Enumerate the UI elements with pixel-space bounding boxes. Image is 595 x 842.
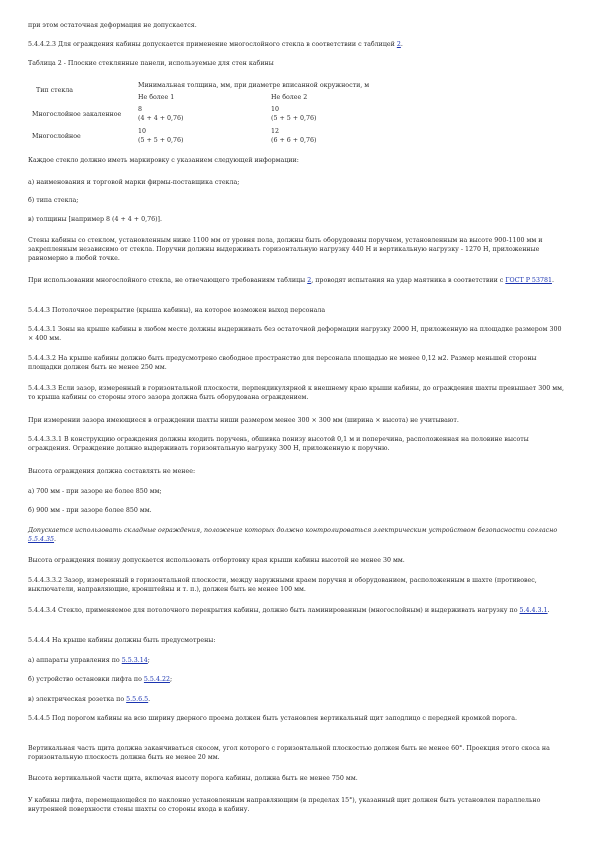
- table-header-glass-type: Тип стекла: [36, 87, 74, 94]
- table-cell-type: Многослойное: [32, 133, 81, 140]
- paragraph-text: При использовании многослойного стекла, не отвечающего требованиям таблицы: [28, 277, 308, 284]
- section-link[interactable]: 5.5.3.14: [121, 657, 148, 664]
- table-2-link[interactable]: 2: [307, 277, 312, 284]
- list-item: а) наименования и торговой марки фирмы-поставщика стекла;: [28, 179, 240, 186]
- list-item: а) 700 мм - при зазоре не более 850 мм;: [28, 488, 162, 495]
- table-cell-value: 10: [138, 128, 147, 135]
- paragraph-text: 5.4.4.2.3 Для ограждения кабины допускается применение многослойного стекла в соответствии с таблицей: [28, 41, 397, 48]
- table-2-link[interactable]: 2: [396, 41, 401, 48]
- table-cell-value: (5 + 5 + 0,76): [138, 137, 184, 144]
- paragraph-text: б) устройство остановки лифта по: [28, 676, 144, 683]
- paragraph: 5.4.4.3.3.2 Зазор, измеренный в горизонтальной плоскости, между наружными краем поручня и оборудованием, расположенным в шахте (противовес, выключатели, направляющие, кронштейны и т. п.), должен быть не менее 100 мм.: [28, 577, 537, 593]
- paragraph: Высота вертикальной части щита, включая высоту порога кабины, должна быть не менее 750 мм.: [28, 775, 358, 782]
- table-cell-value: 8: [138, 106, 143, 113]
- paragraph-text: ;: [147, 657, 150, 664]
- paragraph: Стены кабины со стеклом, установленным ниже 1100 мм от уровня пола, должны быть оборудованы поручнем, установленным на высоте 900-1100 мм и закрепленным независимо от стекла. Поручни должны выдерживать горизонтальную нагрузку 440 Н и вертикальную нагрузку - 1270 Н, приложенные равномерно в любой точке.: [28, 237, 543, 262]
- table-subheader-2: Не более 2: [271, 94, 308, 101]
- table-cell-value: (4 + 4 + 0,76): [138, 115, 184, 122]
- list-item: [28, 657, 568, 666]
- paragraph: У кабины лифта, перемещающейся по наклонно установленным направляющим (в пределах 15°), указанный щит должен быть установлен параллельно внутренней поверхности стены шахты со стороны входа в кабину.: [28, 797, 541, 813]
- paragraph: 5.4.4.3.1 Зоны на крыше кабины в любом месте должны выдерживать без остаточной деформации нагрузку 2000 Н, приложенную на площадке размером 300 × 400 мм.: [28, 326, 562, 342]
- paragraph: [28, 277, 568, 286]
- table-cell-type: Многослойное закаленное: [32, 111, 122, 118]
- section-link[interactable]: 5.5.4.22: [143, 676, 170, 683]
- paragraph: при этом остаточная деформация не допускается.: [28, 22, 197, 29]
- paragraph: При измерении зазора имеющиеся в ограждении шахты ниши размером менее 300 × 300 мм (ширина × высота) не учитывают.: [28, 417, 459, 424]
- table-subheader-1: Не более 1: [138, 94, 175, 101]
- table-cell-value: 10: [271, 106, 280, 113]
- glass-thickness-table: [28, 82, 568, 152]
- list-item: [28, 676, 568, 685]
- paragraph: Каждое стекло должно иметь маркировку с указанием следующей информации:: [28, 157, 299, 164]
- paragraph: 5.4.4.3.3.1 В конструкцию ограждения должны входить поручень, обшивка понизу высотой 0,1 м и поперечина, расположенная на половине высоты ограждения. Ограждение должно выдерживать горизонтальную нагрузку 300 Н, приложенную к поручню.: [28, 436, 529, 452]
- paragraph-text: 5.4.4.3.4 Стекло, применяемое для потолочного перекрытия кабины, должно быть ламинированным (многослойным) и выдерживать нагрузку по: [28, 607, 520, 614]
- paragraph-text: а) аппараты управления по: [28, 657, 122, 664]
- list-item: б) типа стекла;: [28, 197, 79, 204]
- list-item: [28, 696, 568, 705]
- paragraph-note: [28, 527, 568, 545]
- paragraph-text: .: [54, 535, 57, 543]
- paragraph-text: .: [148, 696, 151, 703]
- paragraph: Высота ограждения должна составлять не менее:: [28, 468, 196, 475]
- paragraph: Высота ограждения понизу допускается использовать отбортовку края крыши кабины высотой не менее 30 мм.: [28, 557, 405, 564]
- paragraph-text: .: [547, 607, 550, 614]
- section-link[interactable]: 5.5.6.5: [126, 696, 149, 703]
- paragraph: 5.4.4.3.3 Если зазор, измеренный в горизонтальной плоскости, перпендикулярной к внешнему краю крыши кабины, до ограждения шахты превышает 300 мм, то крыша кабины со стороны этого зазора должна быть оборудована ограждением.: [28, 385, 565, 401]
- paragraph: 5.4.4.3.2 На крыше кабины должно быть предусмотрено свободное пространство для персонала площадью не менее 0,12 м2. Размер меньшей стороны площадки должен быть не менее 250 мм.: [28, 355, 537, 371]
- list-item: в) толщины [например 8 (4 + 4 + 0,76)].: [28, 216, 162, 223]
- paragraph-text: .: [551, 277, 554, 284]
- table-header-min-thickness: Минимальная толщина, мм, при диаметре вписанной окружности, м: [138, 82, 370, 89]
- table-cell-value: (6 + 6 + 0,76): [271, 137, 317, 144]
- paragraph-text: , проводят испытания на удар маятника в соответствии с: [311, 277, 506, 284]
- table-cell-value: 12: [271, 128, 280, 135]
- paragraph-text: Допускается использовать складные ограждения, положение которых должно контролироваться электрическим устройством безопасности согласно: [28, 527, 558, 534]
- paragraph: Вертикальная часть щита должна заканчиваться скосом, угол которого с горизонтальной плоскостью должен быть не менее 60°. Проекция этого скоса на горизонтальную плоскость должна быть не менее 20 мм.: [28, 745, 550, 761]
- list-item: б) 900 мм - при зазоре более 850 мм.: [28, 507, 152, 514]
- section-link[interactable]: 5.5.4.35: [28, 535, 55, 543]
- paragraph-text: .: [400, 41, 403, 48]
- paragraph-text: в) электрическая розетка по: [28, 696, 127, 703]
- table-cell-value: (5 + 5 + 0,76): [271, 115, 317, 122]
- section-link[interactable]: 5.4.4.3.1: [519, 607, 548, 614]
- paragraph: 5.4.4.5 Под порогом кабины на всю ширину дверного проема должен быть установлен вертикальный щит заподлицо с передней кромкой порога.: [28, 715, 518, 722]
- paragraph-text: ;: [169, 676, 173, 683]
- paragraph: [28, 607, 568, 616]
- paragraph: 5.4.4.4 На крыше кабины должны быть предусмотрены:: [28, 637, 216, 644]
- paragraph-5-4-4-2-3: [28, 41, 568, 50]
- table-caption: Таблица 2 - Плоские стеклянные панели, используемые для стен кабины: [28, 60, 274, 67]
- gost-link[interactable]: ГОСТ Р 53781: [505, 277, 552, 284]
- paragraph-heading: 5.4.4.3 Потолочное перекрытие (крыша кабины), на которое возможен выход персонала: [28, 307, 326, 314]
